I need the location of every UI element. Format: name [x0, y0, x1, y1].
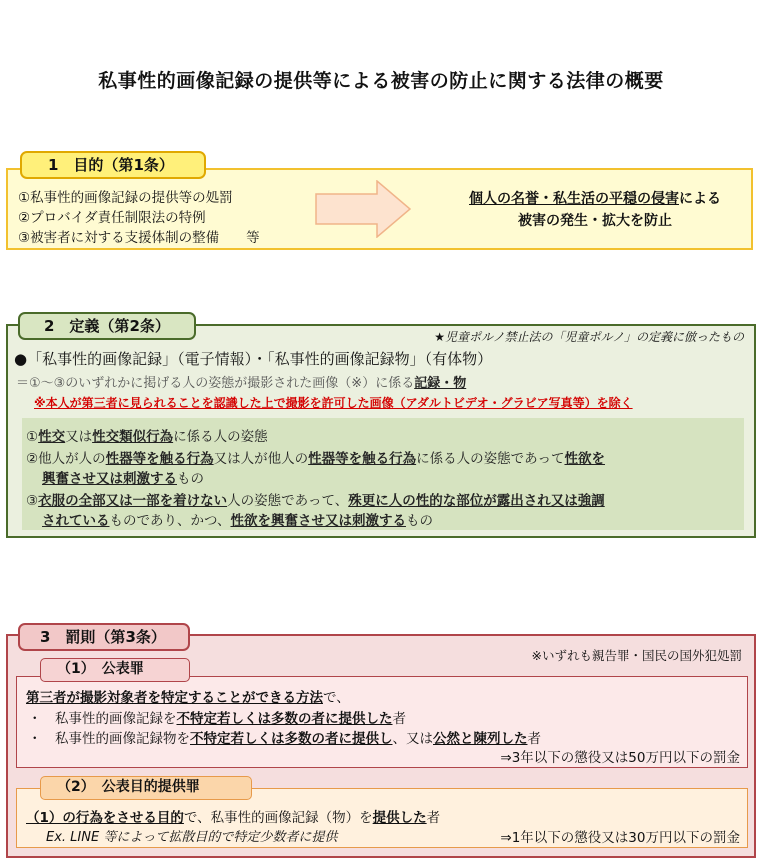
bullet2-pre: ・ 私事性的画像記録物を	[28, 731, 190, 747]
definition-description-text: ＝①～③のいずれかに掲げる人の姿態が撮影された画像（※）に係る	[16, 376, 415, 391]
item1-bold-2: 性交類似行為	[92, 429, 174, 445]
item2-bold-4: 興奮させ又は刺激する	[42, 471, 177, 487]
definition-heading: ●「私事性的画像記録」（電子情報）・「私事性的画像記録物」（有体物）	[14, 350, 493, 368]
bullet1-bold: 不特定若しくは多数の者に提供した	[176, 711, 393, 727]
publication-crime-penalty: ⇒3年以下の懲役又は50万円以下の罰金	[500, 750, 740, 766]
purpose-item-3: ③被害者に対する支援体制の整備 等	[18, 230, 260, 246]
purpose-result-line-1	[440, 188, 750, 208]
bullet2-mid: 、又は	[392, 731, 433, 747]
item2-bold-2: 性器等を触る行為	[308, 451, 417, 467]
definition-description-bold: 記録・物	[414, 376, 467, 391]
item3-bold-3: されている	[42, 513, 110, 529]
item3-text-1: 人の姿態であって、	[227, 493, 349, 509]
publication-crime-tab: （1） 公表罪	[40, 658, 190, 682]
definition-item-2	[26, 447, 605, 467]
penalty-section-tab: 3 罰則（第3条）	[18, 623, 190, 651]
item1-num: ①	[26, 429, 39, 445]
item2-text-3: に係る人の姿態であって	[416, 451, 565, 467]
bullet1-pre: ・ 私事性的画像記録を	[28, 711, 177, 727]
definition-item-3	[26, 489, 605, 509]
item1-text-1: 又は	[65, 429, 93, 445]
page-title: 私事性的画像記録の提供等による被害の防止に関する法律の概要	[98, 70, 664, 92]
publication-crime-bullet-1	[28, 707, 406, 727]
definition-item-2-cont	[42, 467, 204, 487]
purpose-result-suffix: による	[679, 191, 721, 207]
item3-text-2: ものであり、かつ、	[109, 513, 231, 529]
purpose-section-tab: 1 目的（第1条）	[20, 151, 206, 179]
bullet2-post: 者	[527, 731, 541, 747]
publication-purpose-penalty: ⇒1年以下の懲役又は30万円以下の罰金	[500, 830, 740, 846]
bullet1-post: 者	[392, 711, 406, 727]
definition-item-3-cont	[42, 509, 433, 529]
item2-bold-3: 性欲を	[564, 451, 605, 467]
definition-exclusion-text: ※本人が第三者に見られることを認識した上で撮影を許可した画像（アダルトビデオ・グラビア写真等）を除く	[34, 396, 633, 410]
definition-exclusion	[34, 394, 633, 411]
definition-item-1	[26, 425, 268, 445]
bullet2-bold-2: 公然と陳列した	[433, 731, 528, 747]
definition-note: ★児童ポルノ禁止法の「児童ポルノ」の定義に倣ったもの	[434, 330, 744, 344]
purpose-result-underlined: 個人の名誉・私生活の平穏の侵害	[469, 191, 679, 207]
item3-bold-2: 殊更に人の性的な部位が露出され又は強調	[348, 493, 605, 509]
purpose-result-line-2: 被害の発生・拡大を防止	[518, 213, 672, 229]
right-arrow-icon	[315, 180, 411, 238]
purpose-lead-bold-1: （1）の行為をさせる目的	[26, 810, 184, 826]
publication-purpose-example: Ex. LINE 等によって拡散目的で特定少数者に提供	[46, 830, 338, 845]
item3-text-3: もの	[405, 513, 433, 529]
definition-description	[16, 372, 466, 391]
publication-crime-bullet-2	[28, 727, 541, 747]
publication-purpose-crime-tab: （2） 公表目的提供罪	[40, 776, 252, 800]
bullet2-bold-1: 不特定若しくは多数の者に提供し	[190, 731, 393, 747]
purpose-lead-post: 者	[426, 810, 441, 826]
publication-crime-lead	[26, 686, 350, 706]
item2-text-4: もの	[177, 471, 204, 487]
item1-bold-1: 性交	[38, 429, 66, 445]
purpose-item-1: ①私事性的画像記録の提供等の処罰	[18, 190, 233, 206]
item2-bold-1: 性器等を触る行為	[105, 451, 214, 467]
item3-num: ③	[26, 493, 39, 509]
item1-text-2: に係る人の姿態	[173, 429, 268, 445]
penalty-note: ※いずれも親告罪・国民の国外犯処罰	[531, 648, 742, 663]
item2-text-2: 又は人が他人の	[213, 451, 309, 467]
item3-bold-1: 衣服の全部又は一部を着けない	[38, 493, 228, 509]
publication-lead-bold: 第三者が撮影対象者を特定することができる方法	[26, 690, 323, 706]
purpose-item-2: ②プロバイダ責任制限法の特例	[18, 210, 206, 226]
publication-purpose-lead	[26, 806, 440, 826]
item3-bold-4: 性欲を興奮させ又は刺激する	[230, 513, 406, 529]
item2-text-1: ②他人が人の	[26, 451, 106, 467]
purpose-lead-bold-2: 提供した	[372, 810, 427, 826]
publication-lead-rest: で、	[323, 690, 350, 706]
purpose-lead-mid: で、私事性的画像記録（物）を	[183, 810, 373, 826]
definition-section-tab: 2 定義（第2条）	[18, 312, 196, 340]
